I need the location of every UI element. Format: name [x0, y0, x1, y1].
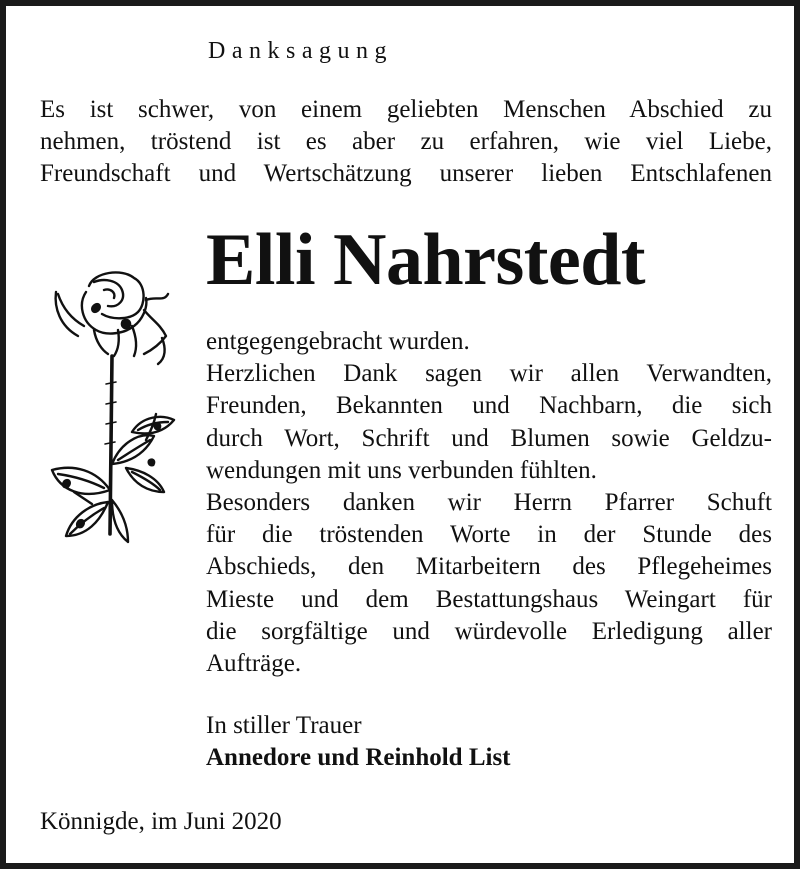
body-line: für die tröstenden Worte in der Stunde des: [206, 521, 772, 549]
body-line: Aufträge.: [206, 650, 302, 678]
body-line: Abschieds, den Mitarbeitern des Pflegeheimes: [206, 553, 772, 581]
intro-line: Freundschaft und Wertschätzung unserer lieben Entschlafenen: [40, 160, 772, 187]
intro-line: Es ist schwer, von einem geliebten Menschen Abschied zu: [40, 96, 772, 123]
body-line: durch Wort, Schrift und Blumen sowie Geldzu-: [206, 424, 772, 452]
mourner-names: Annedore und Reinhold List: [206, 744, 511, 771]
body-line: wendungen mit uns verbunden fühlten.: [206, 456, 597, 484]
signature-block: [206, 710, 511, 774]
deceased-name: Elli Nahrstedt: [206, 219, 646, 301]
body-line: Besonders danken wir Herrn Pfarrer Schuft: [206, 489, 772, 517]
body-line: entgegengebracht wurden.: [206, 328, 470, 355]
intro-paragraph: [40, 94, 772, 190]
place-date: Könnigde, im Juni 2020: [40, 808, 282, 835]
intro-line: nehmen, tröstend ist es aber zu erfahren, wie viel Liebe,: [40, 128, 772, 155]
body-line: Mieste und dem Bestattungshaus Weingart für: [206, 585, 772, 613]
notice-heading: Danksagung: [208, 38, 393, 64]
rose-icon: [34, 264, 192, 546]
body-line: Herzlichen Dank sagen wir allen Verwandten,: [206, 360, 772, 388]
body-line: Freunden, Bekannten und Nachbarn, die sich: [206, 392, 772, 420]
body-line: die sorgfältige und würdevolle Erledigung aller: [206, 617, 772, 645]
mourning-phrase: In stiller Trauer: [206, 712, 362, 739]
body-paragraph: [206, 326, 772, 680]
